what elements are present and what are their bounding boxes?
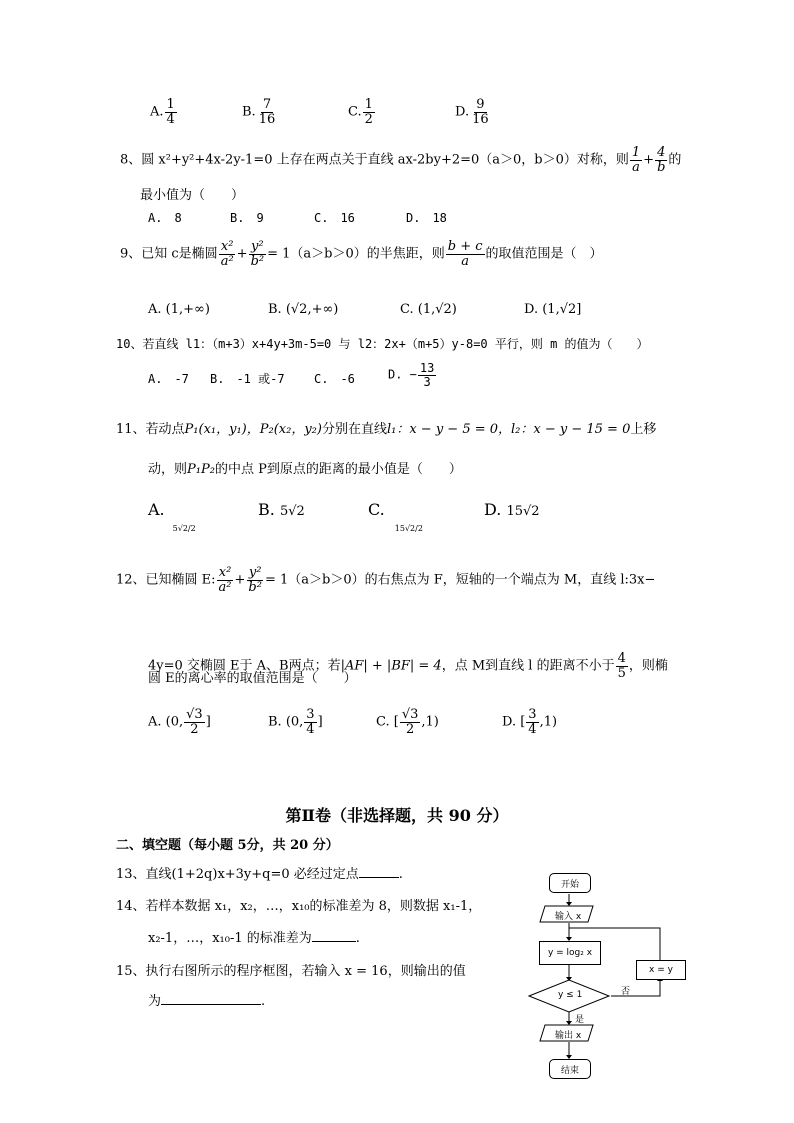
q12-option-b: B. (0, $\frac{3}{4}$ ] — [268, 707, 323, 737]
q9-option-c: C. (1,√2) — [400, 302, 457, 317]
q11-option-c: $C._{15√2/2}$ — [368, 500, 423, 533]
flowchart-input: 输入 x — [555, 912, 582, 922]
q9-option-b: B. (√2,+∞) — [268, 302, 339, 317]
q12-option-a: A. (0, $\frac{√3}{2}$ ] — [148, 707, 211, 737]
q10-option-d: D. − $\frac{13}{3}$ — [388, 361, 435, 389]
q8-stem-line2: 最小值为（ ） — [140, 188, 245, 203]
part2-title: 第Ⅱ卷（非选择题，共 90 分） — [285, 806, 509, 825]
q14-line2: x₂-1，…，x₁₀-1 的标准差为 . — [148, 931, 360, 946]
q10-option-c: C. -6 — [314, 372, 355, 386]
q7-option-c: C. $\frac{1}{2}$ — [348, 97, 373, 127]
q12-option-d: D. [ $\frac{3}{4}$ ,1) — [502, 707, 558, 737]
q12-option-c: C. [ $\frac{√3}{2}$ ,1) — [376, 707, 439, 737]
q9-option-a: A. (1,+∞) — [148, 302, 210, 317]
q13: 13、直线(1+2q)x+3y+q=0 必经过定点 . — [116, 867, 403, 882]
flowchart-assign: y = log₂ x — [539, 941, 601, 965]
q8-stem: 8、圆 x²+y²+4x-2y-1=0 上存在两点关于直线 ax-2by+2=0（a＞0，b＞0）对称，则 $\frac{1}{a}$ + $\frac{4}{b}$ 的 — [120, 145, 682, 175]
q7-option-b: B. $\frac{7}{16}$ — [242, 97, 276, 127]
q9-option-d: D. (1,√2] — [524, 302, 582, 317]
q8-option-d: D. 18 — [406, 211, 447, 225]
q7-option-a: A. $\frac{1}{4}$ — [150, 97, 175, 127]
q10-option-b: B. -1 或-7 — [210, 372, 285, 386]
q8-option-a: A. 8 — [148, 211, 182, 225]
q7-option-d: D. $\frac{9}{16}$ — [455, 97, 489, 127]
flowchart-condition: y ≤ 1 — [558, 990, 583, 1000]
q11-option-a: $A._{5√2/2}$ — [148, 500, 196, 533]
q8-option-c: C. 16 — [314, 211, 355, 225]
q11-stem-line2: 动，则P₁P₂的中点 P到原点的距离的最小值是（ ） — [148, 462, 462, 477]
q10-option-a: A. -7 — [148, 372, 189, 386]
flowchart-output: 输出 x — [555, 1031, 582, 1041]
section-fill-blank: 二、填空题（每小题 5分，共 20 分） — [116, 838, 339, 853]
q11-option-d: D. 15√2 — [484, 500, 540, 519]
flowchart-yes-label: 是 — [575, 1015, 585, 1025]
flowchart-no-label: 否 — [621, 987, 631, 997]
q11-option-b: B. 5√2 — [258, 500, 305, 519]
q15-line1: 15、执行右图所示的程序框图，若输入 x = 16，则输出的值 — [116, 964, 466, 979]
q14-line1: 14、若样本数据 x₁，x₂，…，x₁₀的标准差为 8，则数据 x₁-1， — [116, 899, 482, 914]
q12-stem-line3: 圆 E的离心率的取值范围是（ ） — [148, 671, 357, 686]
q15-line2: 为 . — [148, 994, 266, 1009]
q11-stem: 11、若动点P₁(x₁，y₁)，P₂(x₂，y₂)分别在直线l₁：x − y − 5 = 0，l₂：x − y − 15 = 0上移 — [116, 422, 657, 437]
q12-stem: 12、已知椭圆 E: $\frac{\text{x²}}{\text{a²}}$ + $\frac{\text{y²}}{\text{b²}}$ = 1（a＞b＞0）的右焦点为 F，短轴的一个端点为 M，直线 l:3x− — [116, 565, 656, 595]
flowchart-end: 结束 — [549, 1059, 591, 1079]
q12-stem-line2: 4y=0 交椭圆 E于 A、B两点；若|AF| + |BF| = 4，点 M到直线 l 的距离不小于 $\frac{4}{5}$ ，则椭 — [148, 651, 668, 681]
flowchart-update: x = y — [636, 960, 686, 980]
q9-stem: 9、已知 c是椭圆 $\frac{\text{x²}}{\text{a²}}$ + $\frac{\text{y²}}{\text{b²}}$ = 1（a＞b＞0）的半焦距，则 $\frac{b + c}{a}$ 的取值范围是（ ） — [120, 239, 603, 269]
q8-option-b: B. 9 — [230, 211, 264, 225]
flowchart-start: 开始 — [549, 873, 591, 893]
q10-stem: 10、若直线 l1：（m+3）x+4y+3m-5=0 与 l2：2x+（m+5）y-8=0 平行，则 m 的值为（ ） — [116, 337, 649, 351]
